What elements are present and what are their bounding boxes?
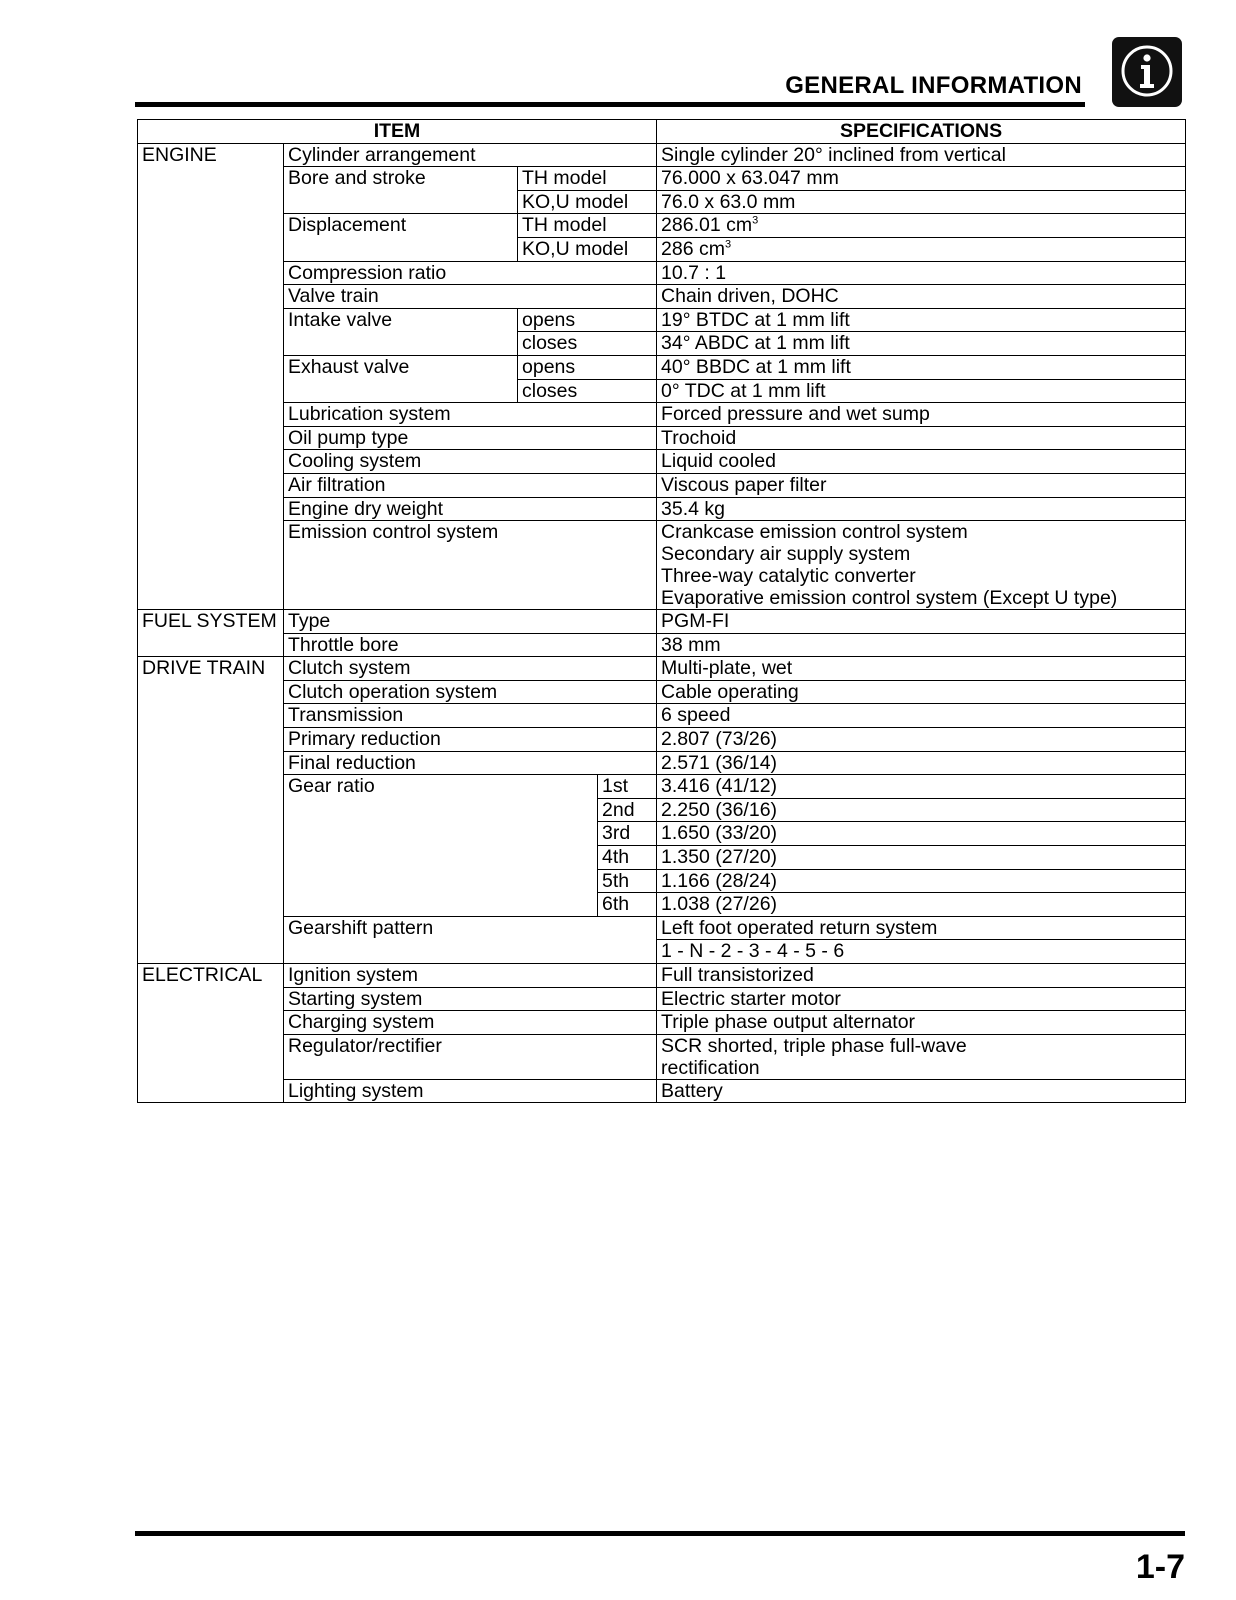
row-value: PGM-FI [657, 610, 1186, 634]
group-engine: ENGINE [138, 143, 284, 610]
row-value: Liquid cooled [657, 450, 1186, 474]
row-label: Cooling system [284, 450, 657, 474]
row-value: Chain driven, DOHC [657, 285, 1186, 309]
row-label: Oil pump type [284, 426, 657, 450]
table-row [138, 1011, 1186, 1035]
group-drive-train: DRIVE TRAIN [138, 657, 284, 964]
row-value: Full transistorized [657, 964, 1186, 988]
row-sublabel: opens [518, 308, 657, 332]
table-row [138, 987, 1186, 1011]
row-sublabel: closes [518, 332, 657, 356]
row-value: 1.166 (28/24) [657, 869, 1186, 893]
row-label: Transmission [284, 704, 657, 728]
value-line: Secondary air supply system [661, 543, 911, 566]
row-label: Lighting system [284, 1079, 657, 1103]
row-value: 35.4 kg [657, 497, 1186, 521]
row-value: Multi-plate, wet [657, 657, 1186, 681]
row-sublabel: opens [518, 355, 657, 379]
page-number: 1-7 [1135, 1548, 1185, 1586]
row-value: 1 - N - 2 - 3 - 4 - 5 - 6 [657, 940, 1186, 964]
table-row [138, 1034, 1186, 1079]
value-line: rectification [661, 1056, 760, 1079]
value-text: 286.01 cm [661, 214, 753, 237]
row-label: Clutch system [284, 657, 657, 681]
row-sublabel: closes [518, 379, 657, 403]
table-header-row [138, 120, 1186, 144]
row-value: 0° TDC at 1 mm lift [657, 379, 1186, 403]
row-value: 38 mm [657, 633, 1186, 657]
row-label: Clutch operation system [284, 680, 657, 704]
value-line: Three-way catalytic converter [661, 565, 916, 588]
row-sublabel: TH model [518, 214, 657, 238]
table-row [138, 285, 1186, 309]
value-line: Evaporative emission control system (Except U type) [661, 587, 1118, 610]
table-row [138, 680, 1186, 704]
row-value: 19° BTDC at 1 mm lift [657, 308, 1186, 332]
row-value: Left foot operated return system [657, 916, 1186, 940]
row-value: Electric starter motor [657, 987, 1186, 1011]
row-label: Valve train [284, 285, 657, 309]
header-rule [135, 102, 1085, 107]
table-row [138, 355, 1186, 379]
table-row [138, 964, 1186, 988]
row-label: Primary reduction [284, 728, 657, 752]
row-value: 34° ABDC at 1 mm lift [657, 332, 1186, 356]
row-label: Final reduction [284, 751, 657, 775]
row-value: 1.350 (27/20) [657, 846, 1186, 870]
header-specifications: SPECIFICATIONS [657, 120, 1186, 144]
row-label: Compression ratio [284, 261, 657, 285]
row-value: Viscous paper filter [657, 473, 1186, 497]
table-row [138, 143, 1186, 167]
page-title: GENERAL INFORMATION [785, 72, 1082, 99]
row-value [657, 214, 1186, 238]
row-value: 10.7 : 1 [657, 261, 1186, 285]
table-row [138, 751, 1186, 775]
table-row [138, 426, 1186, 450]
group-electrical: ELECTRICAL [138, 964, 284, 1103]
table-row [138, 167, 1186, 191]
table-row [138, 775, 1186, 799]
row-sublabel: KO,U model [518, 237, 657, 261]
row-label: Lubrication system [284, 403, 657, 427]
row-value: Triple phase output alternator [657, 1011, 1186, 1035]
row-sublabel: KO,U model [518, 190, 657, 214]
row-value [657, 237, 1186, 261]
row-label: Cylinder arrangement [284, 143, 657, 167]
gear-label: 3rd [598, 822, 657, 846]
value-line: Crankcase emission control system [661, 521, 968, 544]
row-value [657, 1034, 1186, 1079]
table-row [138, 521, 1186, 610]
gear-label: 2nd [598, 798, 657, 822]
row-value: 76.000 x 63.047 mm [657, 167, 1186, 191]
row-value: 2.250 (36/16) [657, 798, 1186, 822]
table-row [138, 308, 1186, 332]
unit-exponent: 3 [752, 214, 759, 227]
row-label: Emission control system [284, 521, 657, 610]
row-value: 3.416 (41/12) [657, 775, 1186, 799]
table-row [138, 1079, 1186, 1103]
table-row [138, 728, 1186, 752]
table-row [138, 473, 1186, 497]
value-text: 286 cm [661, 237, 725, 260]
table-row [138, 214, 1186, 238]
row-label: Intake valve [284, 308, 518, 355]
row-value: Cable operating [657, 680, 1186, 704]
row-label: Type [284, 610, 657, 634]
group-fuel-system: FUEL SYSTEM [138, 610, 284, 657]
specifications-table [137, 119, 1186, 1103]
gear-label: 1st [598, 775, 657, 799]
table-row [138, 403, 1186, 427]
row-value: 6 speed [657, 704, 1186, 728]
header-item: ITEM [138, 120, 657, 144]
row-value: Forced pressure and wet sump [657, 403, 1186, 427]
row-label: Exhaust valve [284, 355, 518, 402]
row-value: 76.0 x 63.0 mm [657, 190, 1186, 214]
row-label: Ignition system [284, 964, 657, 988]
table-row [138, 497, 1186, 521]
row-label: Displacement [284, 214, 518, 261]
gear-label: 5th [598, 869, 657, 893]
table-row [138, 450, 1186, 474]
table-row [138, 610, 1186, 634]
gear-label: 4th [598, 846, 657, 870]
row-label: Air filtration [284, 473, 657, 497]
table-row [138, 916, 1186, 940]
row-label: Throttle bore [284, 633, 657, 657]
row-value: 2.807 (73/26) [657, 728, 1186, 752]
gear-label: 6th [598, 893, 657, 917]
row-value: 2.571 (36/14) [657, 751, 1186, 775]
row-value: 40° BBDC at 1 mm lift [657, 355, 1186, 379]
row-value: 1.038 (27/26) [657, 893, 1186, 917]
row-value: Single cylinder 20° inclined from vertical [657, 143, 1186, 167]
row-label: Starting system [284, 987, 657, 1011]
table-row [138, 261, 1186, 285]
row-value: Trochoid [657, 426, 1186, 450]
row-label: Gear ratio [284, 775, 598, 917]
row-label: Charging system [284, 1011, 657, 1035]
row-sublabel: TH model [518, 167, 657, 191]
table-row [138, 633, 1186, 657]
info-icon [1112, 37, 1182, 107]
row-label: Gearshift pattern [284, 916, 657, 963]
footer-rule [135, 1531, 1185, 1536]
row-value: Battery [657, 1079, 1186, 1103]
row-label: Bore and stroke [284, 167, 518, 214]
row-label: Engine dry weight [284, 497, 657, 521]
row-label: Regulator/rectifier [284, 1034, 657, 1079]
table-row [138, 704, 1186, 728]
value-line: SCR shorted, triple phase full-wave [661, 1034, 967, 1057]
table-row [138, 657, 1186, 681]
unit-exponent: 3 [724, 238, 732, 251]
row-value: 1.650 (33/20) [657, 822, 1186, 846]
row-value [657, 521, 1186, 610]
